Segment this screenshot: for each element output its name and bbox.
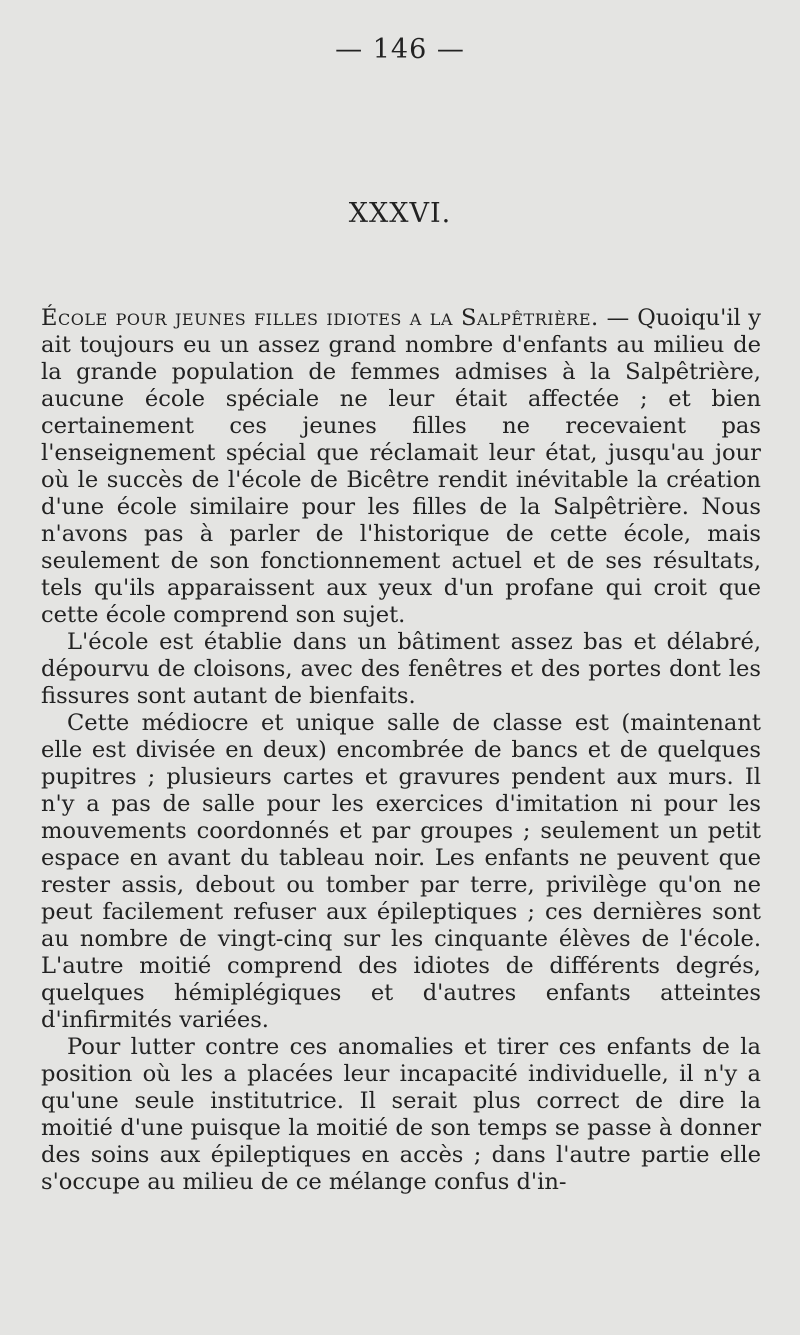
body-text: [41, 305, 761, 1196]
chapter-title: XXXVI.: [348, 198, 452, 229]
section-heading: École pour jeunes filles idiotes a la Salpêtrière. —: [41, 305, 630, 331]
paragraph-1: [41, 305, 761, 629]
page-number: — 146 —: [335, 34, 465, 65]
paragraph-2: L'école est établie dans un bâtiment assez bas et délabré, dépourvu de cloisons, avec des fenêtres et des portes dont les fissures sont autant de bienfaits.: [41, 629, 761, 709]
paragraph-3: Cette médiocre et unique salle de classe est (maintenant elle est divisée en deux) encombrée de bancs et de quelques pupitres ; plusieurs cartes et gravures pendent aux murs. Il n'y a pas de salle pour les exercices d'imitation ni pour les mouvements coordonnés et par groupes ; seulement un petit espace en avant du tableau noir. Les enfants ne peuvent que rester assis, debout ou tomber par terre, privilège qu'on ne peut facilement refuser aux épileptiques ; ces dernières sont au nombre de vingt-cinq sur les cinquante élèves de l'école. L'autre moitié comprend des idiotes de différents degrés, quelques hémiplégiques et d'autres enfants atteintes d'infirmités variées.: [41, 710, 761, 1033]
paragraph-1-text: Quoiqu'il y ait toujours eu un assez grand nombre d'enfants au milieu de la grande population de femmes admises à la Salpêtrière, aucune école spéciale ne leur était affectée ; et bien certainement ces jeunes filles ne recevaient pas l'enseignement spécial que réclamait leur état, jusqu'au jour où le succès de l'école de Bicêtre rendit inévitable la création d'une école similaire pour les filles de la Salpêtrière. Nous n'avons pas à parler de l'historique de cette école, mais seulement de son fonctionnement actuel et de ses résultats, tels qu'ils apparaissent aux yeux d'un profane qui croit que cette école comprend son sujet.: [41, 305, 761, 628]
paragraph-4: Pour lutter contre ces anomalies et tirer ces enfants de la position où les a placées leur incapacité individuelle, il n'y a qu'une seule institutrice. Il serait plus correct de dire la moitié d'une puisque la moitié de son temps se passe à donner des soins aux épileptiques en accès ; dans l'autre partie elle s'occupe au milieu de ce mélange confus d'in-: [41, 1034, 761, 1195]
